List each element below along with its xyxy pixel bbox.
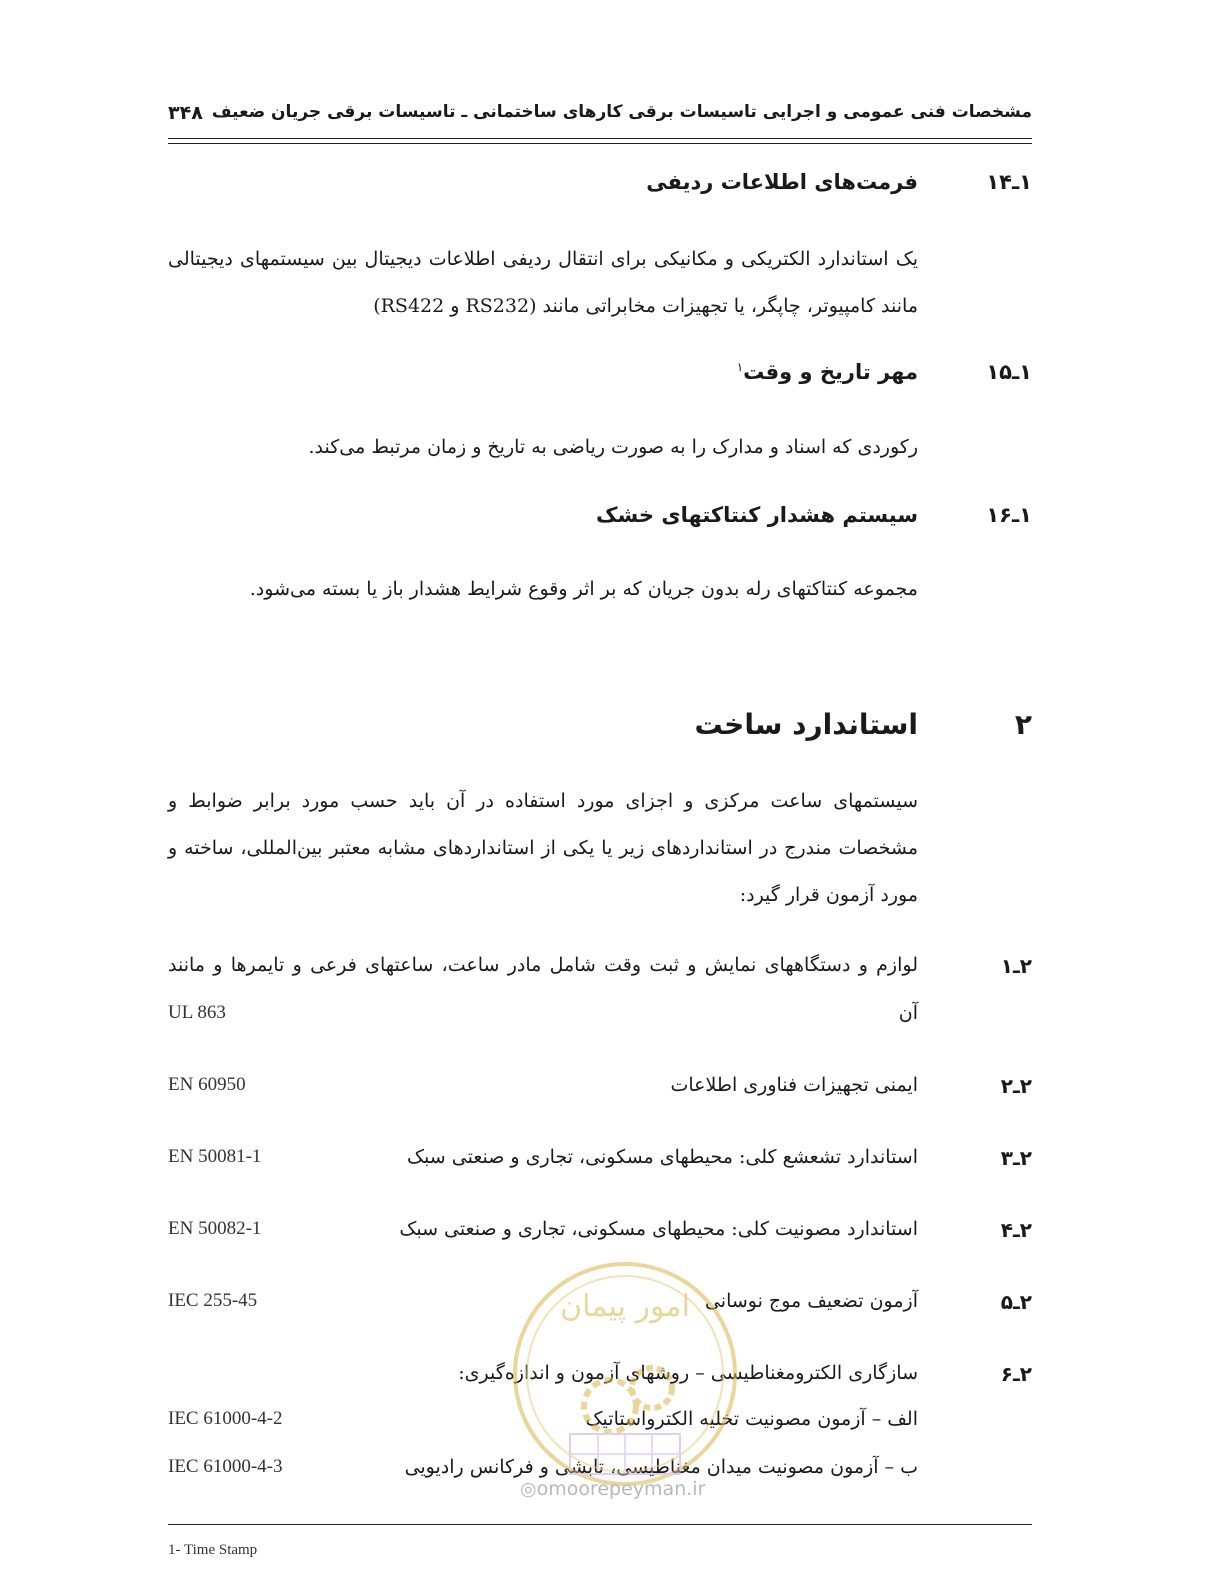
running-title: مشخصات فنی عمومی و اجرایی تاسیسات برقی کارهای ساختمانی ـ تاسیسات برقی جریان ضعیف: [211, 102, 1032, 122]
watermark-logo-text: امور پیمان: [560, 1289, 690, 1324]
standard-text: لوازم و دستگاههای نمایش و ثبت وقت شامل مادر ساعت، ساعتهای فرعی و تایمرها و مانند: [168, 954, 918, 976]
section-title: فرمت‌های اطلاعات ردیفی: [646, 170, 918, 194]
chapter-intro: سیستمهای ساعت مرکزی و اجزای مورد استفاده در آن باید حسب مورد برابر ضوابط و مشخصات مندرج در استانداردهای زیر یا یکی از استانداردهای مشابه معتبر بین‌المللی، ساخته و مورد آزمون قرار گیرد:: [168, 790, 918, 906]
standard-number: ۲ـ۶: [1000, 1362, 1032, 1386]
standard-number: ۲ـ۲: [1000, 1074, 1032, 1098]
section-body: مجموعه کنتاکتهای رله بدون جریان که بر اثر وقوع شرایط هشدار باز یا بسته می‌شود.: [249, 578, 918, 600]
standard-code: EN 60950: [168, 1074, 246, 1095]
chapter-title: استاندارد ساخت: [694, 708, 918, 741]
standard-code: EN 50082-1: [168, 1218, 262, 1239]
footnote-ref: ۱: [736, 360, 744, 374]
section-body: رکوردی که اسناد و مدارک را به صورت ریاضی به تاریخ و زمان مرتبط می‌کند.: [308, 436, 918, 458]
standard-item: [168, 1218, 1032, 1248]
standard-number: ۲ـ۳: [1000, 1146, 1032, 1170]
standard-code: IEC 255-45: [168, 1290, 258, 1311]
header-rule: [168, 143, 1032, 144]
section-body: یک استاندارد الکتریکی و مکانیکی برای انتقال ردیفی اطلاعات دیجیتال بین سیستمهای دیجیتالی مانند کامپیوتر، چاپگر، یا تجهیزات مخابراتی مانند (RS232 و RS422): [168, 248, 918, 317]
standard-text-continued: آن: [898, 1002, 918, 1024]
section-title: [737, 360, 918, 384]
section-title-text: مهر تاریخ و وقت: [743, 360, 918, 384]
section-number: ۱ـ۱۶: [986, 503, 1032, 527]
standard-text: سازگاری الکترومغناطیسی – روشهای آزمون و اندازه‌گیری:: [458, 1362, 918, 1384]
section-number: ۱ـ۱۵: [986, 360, 1032, 384]
standard-number: ۲ـ۵: [1000, 1290, 1032, 1314]
standard-text: آزمون تضعیف موج نوسانی: [704, 1290, 918, 1312]
standard-code: IEC 61000-4-2: [168, 1408, 283, 1429]
standard-item: [168, 1146, 1032, 1176]
standard-text: ایمنی تجهیزات فناوری اطلاعات: [670, 1074, 918, 1096]
header-rule: [168, 138, 1032, 139]
standard-text: ب – آزمون مصونیت میدان مغناطیسی، تابشی و فرکانس رادیویی: [404, 1456, 918, 1478]
section-title: سیستم هشدار کنتاکتهای خشک: [596, 503, 918, 527]
section-number: ۱ـ۱۴: [986, 170, 1032, 194]
page-number: ۳۴۸: [168, 102, 203, 124]
standard-number: ۲ـ۱: [1000, 954, 1032, 978]
chapter-number: ۲: [1014, 708, 1032, 741]
watermark-logo-icon: [500, 1256, 750, 1506]
page-header: [168, 96, 1032, 136]
footnote: 1- Time Stamp: [168, 1542, 258, 1558]
standard-number: ۲ـ۴: [1000, 1218, 1032, 1242]
standard-item: [168, 954, 1032, 1034]
standard-code: EN 50081-1: [168, 1146, 262, 1167]
standard-text: استاندارد مصونیت کلی: محیطهای مسکونی، تجاری و صنعتی سبک: [399, 1218, 918, 1240]
standard-code: IEC 61000-4-3: [168, 1456, 283, 1477]
watermark-site-text: omoorepeyman.ir: [536, 1478, 706, 1500]
standard-code: UL 863: [168, 1002, 226, 1023]
standard-item: [168, 1074, 1032, 1104]
standard-text: الف – آزمون مصونیت تخلیه الکترواستاتیک: [585, 1408, 918, 1430]
standard-text: استاندارد تشعشع کلی: محیطهای مسکونی، تجاری و صنعتی سبک: [407, 1146, 918, 1168]
watermark-site: ◎omoorepeyman.ir: [520, 1478, 706, 1500]
footnote-rule: [168, 1524, 1032, 1525]
